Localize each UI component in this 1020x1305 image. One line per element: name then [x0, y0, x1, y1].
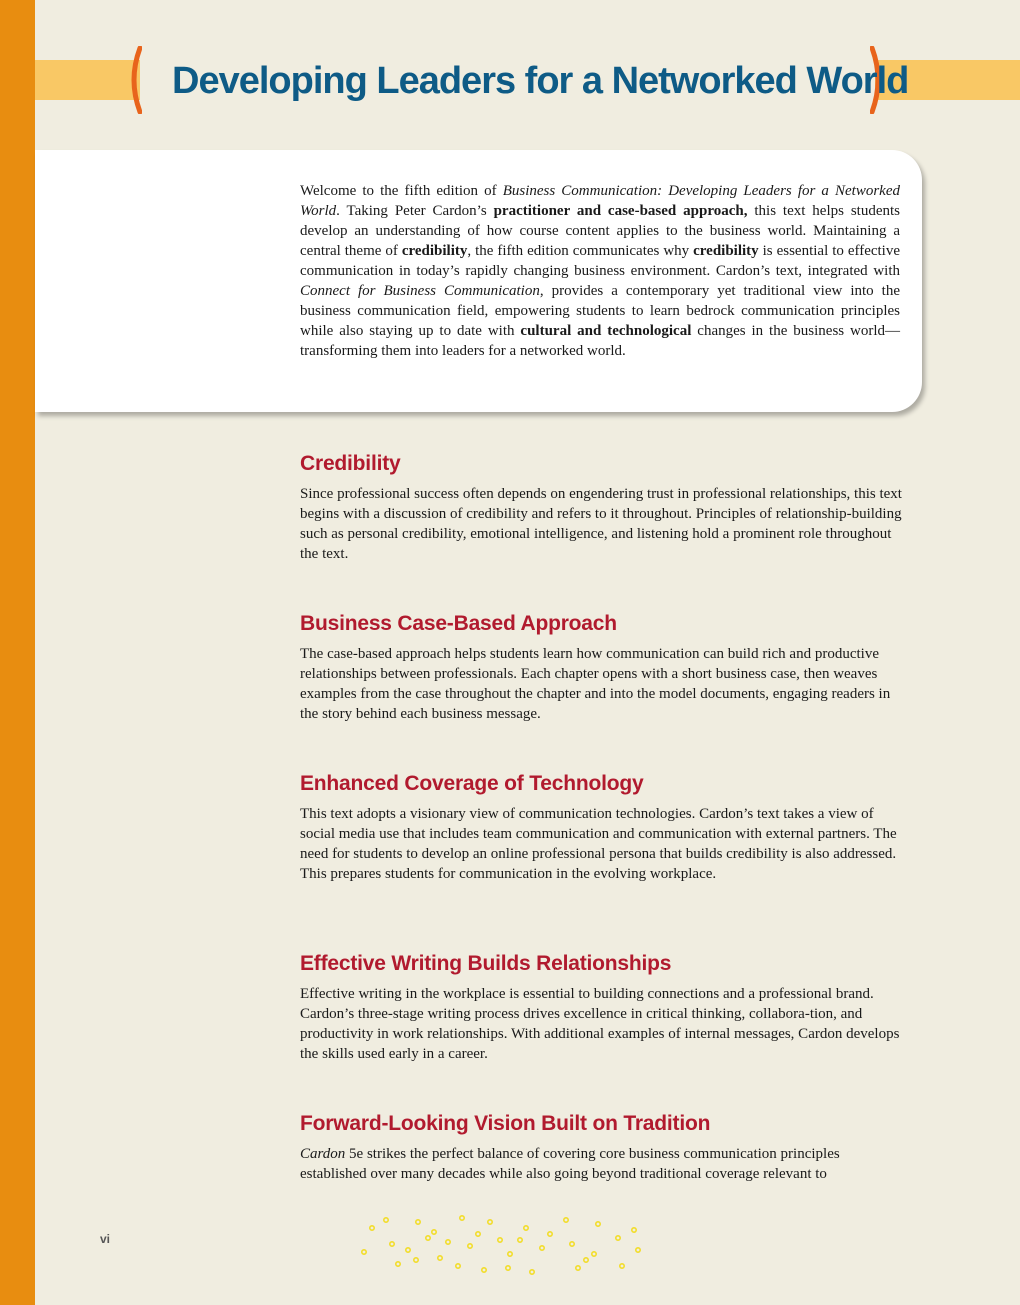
section-heading: Credibility — [300, 452, 401, 475]
left-color-bar — [0, 0, 35, 1305]
section-technology — [300, 770, 902, 884]
section-body: This text adopts a visionary view of communication technologies. Cardon’s text takes a view of social media use that includes team communication and communication with external partners. The need for students to develop an online professional persona that builds credibility is also addressed. This prepares students for communication in the evolving workplace. — [300, 806, 897, 882]
page-number: vi — [100, 1232, 111, 1246]
section-body: The case-based approach helps students learn how communication can build rich and productive relationships between professionals. Each chapter opens with a short business case, then weaves examples from the case throughout the chapter and into the model documents, engaging readers in the story behind each business message. — [300, 646, 891, 722]
section-heading: Effective Writing Builds Relationships — [300, 952, 672, 975]
section-heading: Business Case-Based Approach — [300, 612, 617, 635]
section-body: Since professional success often depends on engendering trust in professional relationships, this text begins with a discussion of credibility and refers to it throughout. Principles of relationship-building such as personal credibility, emotional intelligence, and listening hold a prominent role throughout the text. — [300, 486, 902, 562]
section-vision — [300, 1110, 902, 1184]
section-credibility — [300, 450, 902, 564]
section-body: Cardon 5e strikes the perfect balance of covering core business communication principles established over many decades while also going beyond traditional coverage relevant to — [300, 1146, 840, 1182]
page-title: Developing Leaders for a Networked World — [172, 60, 909, 102]
section-case-based — [300, 610, 902, 724]
left-parenthesis-icon — [124, 46, 142, 114]
intro-paragraph: Welcome to the fifth edition of Business Communication: Developing Leaders for a Networked World. Taking Peter Cardon’s practitioner and case-based approach, this text helps students develop an understanding of how course content applies to the business world. Maintaining a central theme of credibility, the fifth edition communicates why credibility is essential to effective communication in today’s rapidly changing business environment. Cardon’s text, integrated with Connect for Business Communication, provides a contemporary yet traditional view into the business communication field, empowering students to learn bedrock communication principles while also staying up to date with cultural and technological changes in the business world—transforming them into leaders for a networked world. — [300, 183, 901, 359]
section-heading: Forward-Looking Vision Built on Tradition — [300, 1112, 711, 1135]
section-writing — [300, 950, 902, 1064]
decorative-dots-icon — [350, 1210, 650, 1280]
section-body: Effective writing in the workplace is essential to building connections and a professional brand. Cardon’s three-stage writing process drives excellence in critical thinking, collabora-tion, and productivity in work relationships. With additional examples of internal messages, Cardon develops the skills used early in a career. — [300, 986, 900, 1062]
section-heading: Enhanced Coverage of Technology — [300, 772, 644, 795]
